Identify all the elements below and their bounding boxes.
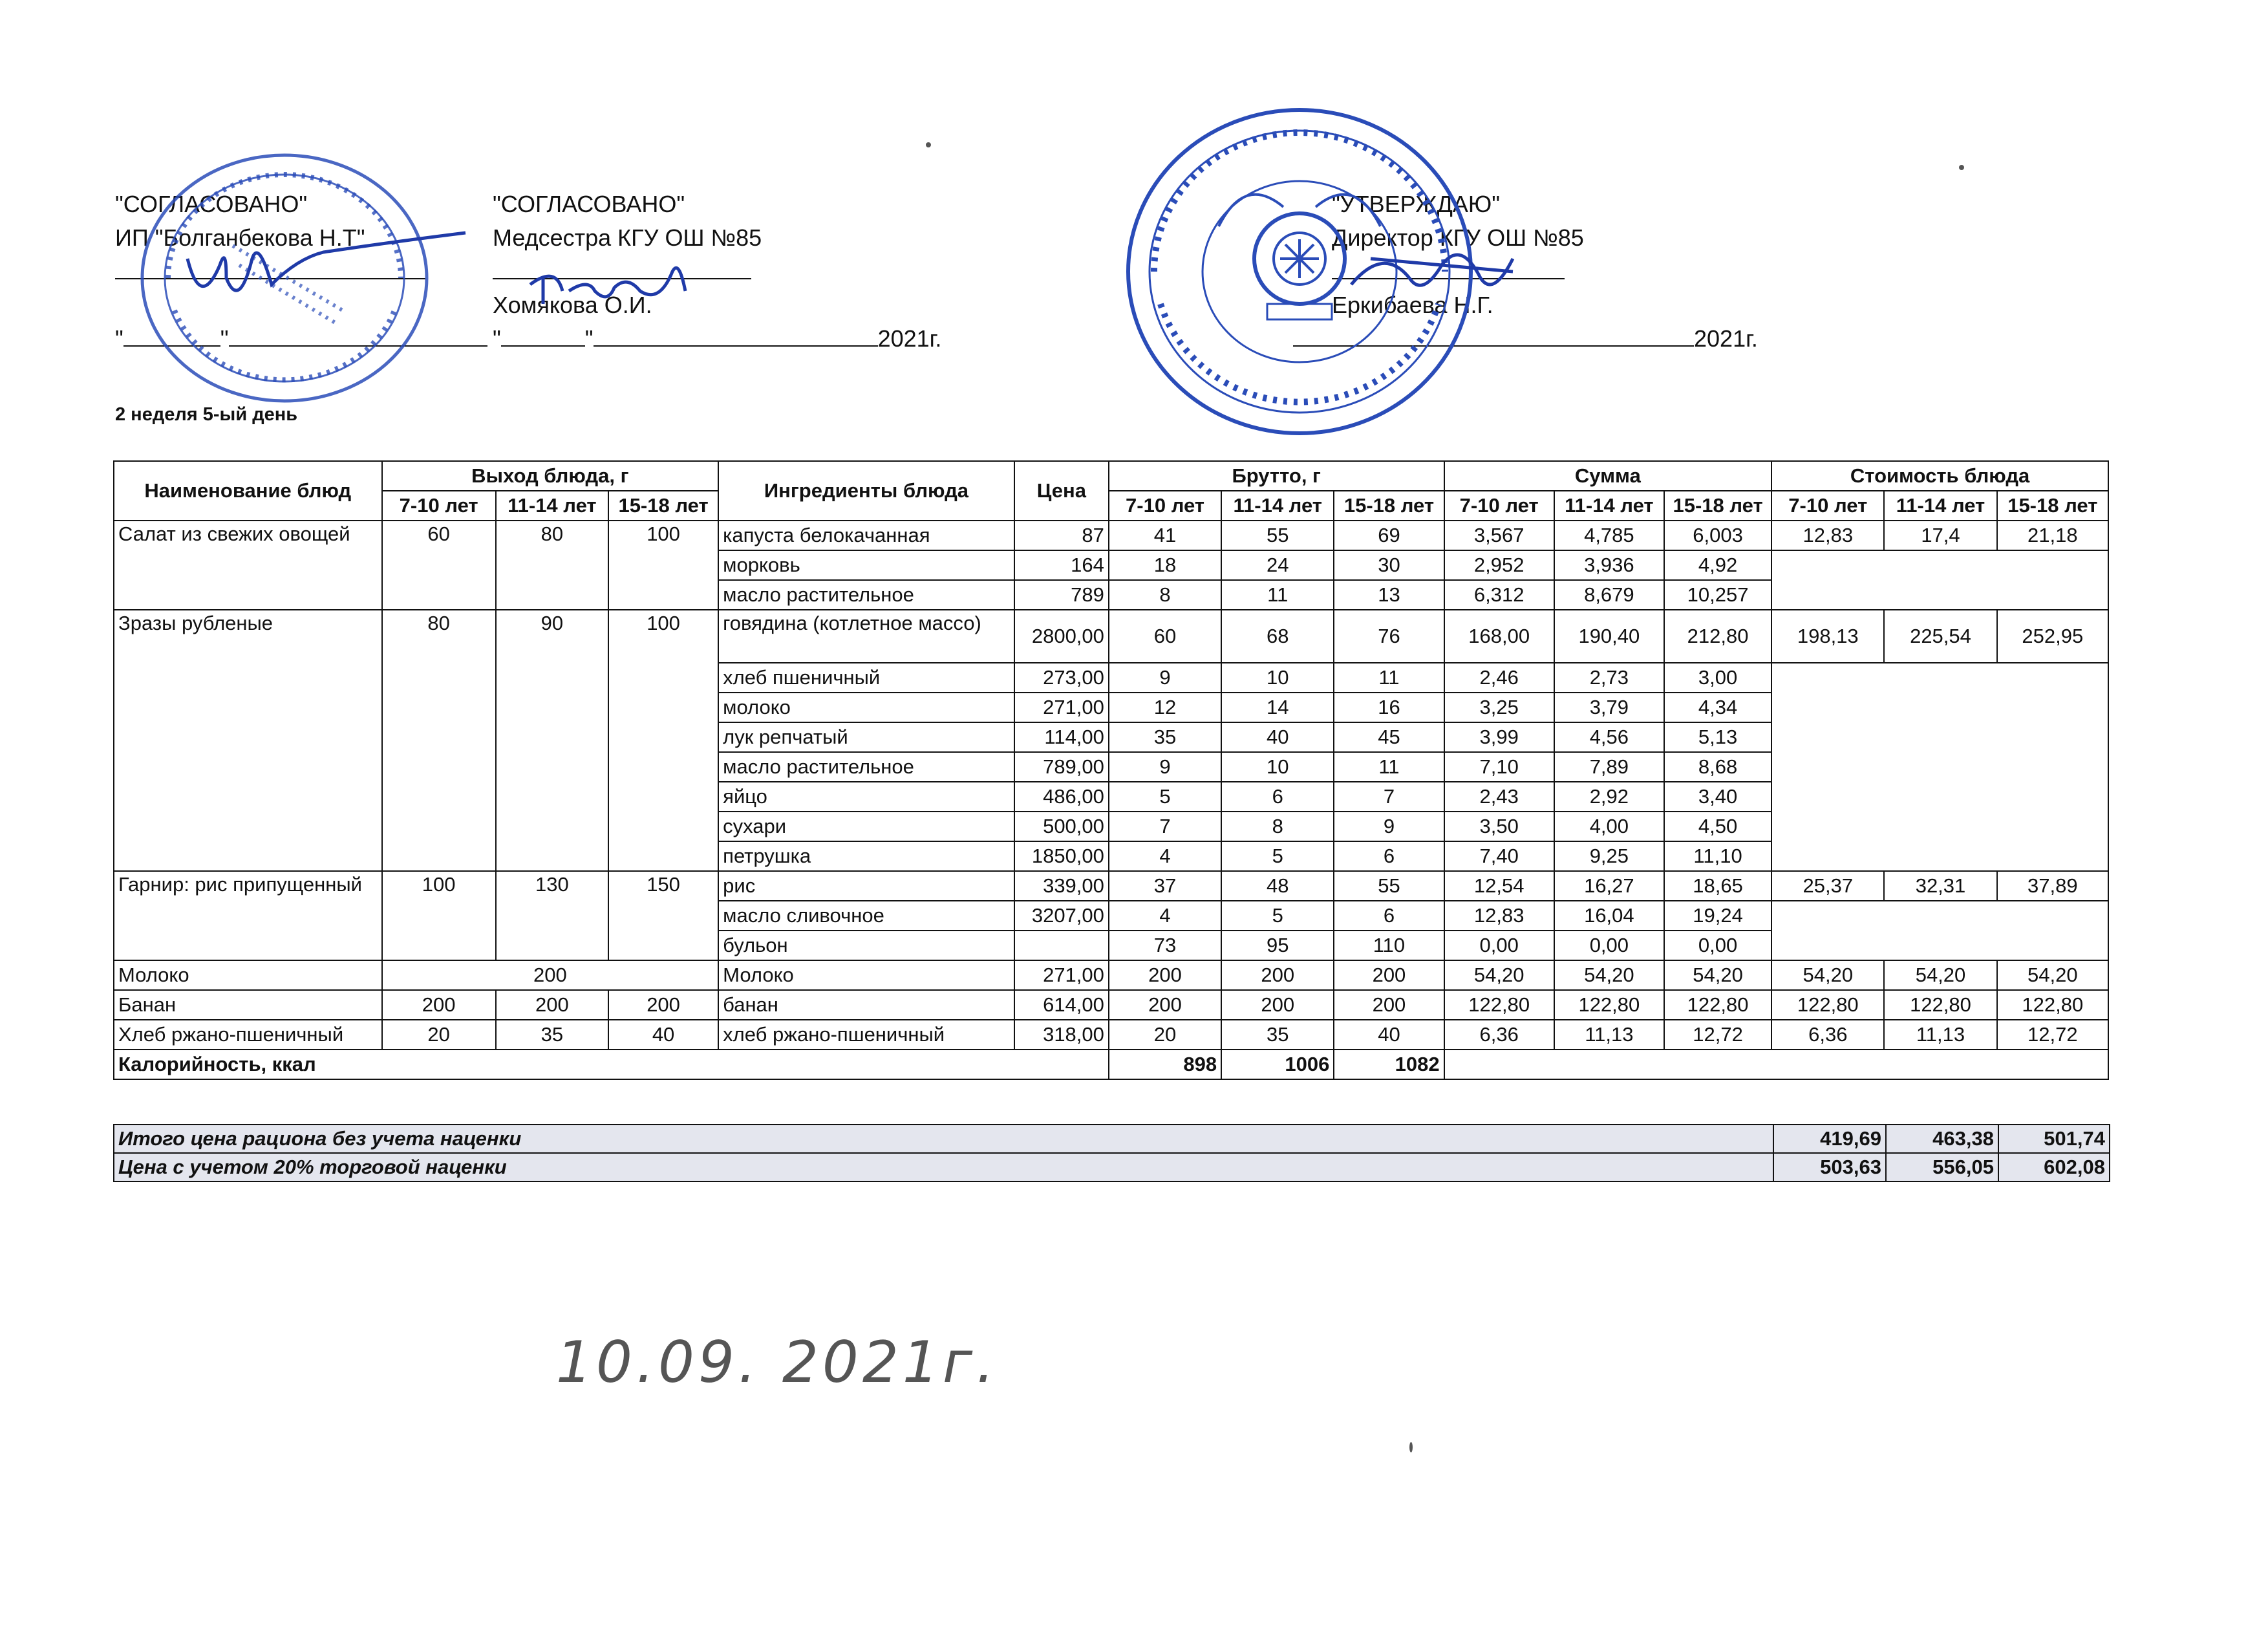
gross-weight: 55 <box>1221 521 1334 550</box>
dish-output: 100 <box>608 521 718 610</box>
dish-output: 130 <box>496 871 608 960</box>
ingredient-sum: 0,00 <box>1554 931 1664 960</box>
ingredient-name: петрушка <box>718 841 1014 871</box>
age-header: 15-18 лет <box>1664 491 1771 521</box>
ingredient-sum: 7,40 <box>1444 841 1554 871</box>
ingredient-sum: 54,20 <box>1554 960 1664 990</box>
ingredient-sum: 12,83 <box>1444 901 1554 931</box>
dish-name: Банан <box>114 990 382 1020</box>
approval-org: Директор КГУ ОШ №85 <box>1332 224 1584 251</box>
total-value: 419,69 <box>1773 1125 1886 1153</box>
week-day-label: 2 неделя 5-ый день <box>115 404 298 425</box>
ingredient-sum: 4,00 <box>1554 812 1664 841</box>
ingredient-name: банан <box>718 990 1014 1020</box>
dish-output: 200 <box>496 990 608 1020</box>
signature-1 <box>129 220 491 310</box>
ingredient-sum: 19,24 <box>1664 901 1771 931</box>
ingredient-sum: 3,99 <box>1444 722 1554 752</box>
age-header: 11-14 лет <box>1554 491 1664 521</box>
gross-weight: 11 <box>1334 663 1444 693</box>
dish-cost: 122,80 <box>1771 990 1884 1020</box>
speck <box>1409 1442 1413 1452</box>
ingredient-price: 87 <box>1014 521 1109 550</box>
total-label: Итого цена рациона без учета наценки <box>114 1125 1773 1153</box>
ingredient-sum: 8,679 <box>1554 580 1664 610</box>
ingredient-sum: 9,25 <box>1554 841 1664 871</box>
ingredient-price: 1850,00 <box>1014 841 1109 871</box>
gross-weight: 200 <box>1334 960 1444 990</box>
total-row <box>114 1125 2110 1153</box>
ingredient-price: 339,00 <box>1014 871 1109 901</box>
gross-weight: 16 <box>1334 693 1444 722</box>
dish-output: 100 <box>382 871 496 960</box>
gross-weight: 6 <box>1334 901 1444 931</box>
gross-weight: 9 <box>1109 663 1221 693</box>
ingredient-name: яйцо <box>718 782 1014 812</box>
gross-weight: 37 <box>1109 871 1221 901</box>
ingredient-sum: 3,25 <box>1444 693 1554 722</box>
ingredient-sum: 4,50 <box>1664 812 1771 841</box>
age-header: 11-14 лет <box>496 491 608 521</box>
gross-weight: 11 <box>1221 580 1334 610</box>
ingredient-sum: 0,00 <box>1444 931 1554 960</box>
ingredient-sum: 11,10 <box>1664 841 1771 871</box>
calories-value: 898 <box>1109 1050 1221 1079</box>
dish-cost: 225,54 <box>1884 610 1996 663</box>
total-value: 501,74 <box>1998 1125 2110 1153</box>
ingredient-sum: 3,00 <box>1664 663 1771 693</box>
dish-output: 200 <box>382 960 719 990</box>
gross-weight: 41 <box>1109 521 1221 550</box>
dish-cost: 37,89 <box>1997 871 2108 901</box>
dish-cost: 25,37 <box>1771 871 1884 901</box>
ingredient-name: масло сливочное <box>718 901 1014 931</box>
gross-weight: 4 <box>1109 901 1221 931</box>
dish-cost: 32,31 <box>1884 871 1996 901</box>
dish-cost: 17,4 <box>1884 521 1996 550</box>
header-sum: Сумма <box>1444 461 1772 491</box>
empty-cost-cell <box>1771 901 2108 960</box>
ingredient-sum: 6,003 <box>1664 521 1771 550</box>
ingredient-sum: 3,567 <box>1444 521 1554 550</box>
ingredient-sum: 168,00 <box>1444 610 1554 663</box>
gross-weight: 200 <box>1221 990 1334 1020</box>
dish-output: 90 <box>496 610 608 871</box>
totals-table <box>113 1124 2110 1182</box>
ingredient-sum: 16,04 <box>1554 901 1664 931</box>
header-output: Выход блюда, г <box>382 461 719 491</box>
ingredient-sum: 6,312 <box>1444 580 1554 610</box>
ingredient-price <box>1014 931 1109 960</box>
total-value: 602,08 <box>1998 1153 2110 1181</box>
dish-name: Молоко <box>114 960 382 990</box>
gross-weight: 60 <box>1109 610 1221 663</box>
gross-weight: 5 <box>1109 782 1221 812</box>
dish-output: 150 <box>608 871 718 960</box>
ingredient-sum: 2,73 <box>1554 663 1664 693</box>
calories-value: 1006 <box>1221 1050 1334 1079</box>
gross-weight: 13 <box>1334 580 1444 610</box>
ingredient-name: масло растительное <box>718 580 1014 610</box>
ingredient-name: капуста белокачанная <box>718 521 1014 550</box>
approver-name: Хомякова О.И. <box>493 292 652 318</box>
ingredient-sum: 4,92 <box>1664 550 1771 580</box>
menu-body <box>114 521 2108 1079</box>
ingredient-sum: 122,80 <box>1664 990 1771 1020</box>
ingredient-price: 164 <box>1014 550 1109 580</box>
ingredient-sum: 12,54 <box>1444 871 1554 901</box>
dish-cost: 12,72 <box>1997 1020 2108 1050</box>
ingredient-sum: 4,785 <box>1554 521 1664 550</box>
age-header: 15-18 лет <box>608 491 718 521</box>
header-dish: Наименование блюд <box>114 461 382 521</box>
date-line: " " 2021г. <box>493 325 942 352</box>
gross-weight: 14 <box>1221 693 1334 722</box>
gross-weight: 7 <box>1109 812 1221 841</box>
header-price: Цена <box>1014 461 1109 521</box>
table-row <box>114 960 2108 990</box>
age-header: 7-10 лет <box>1771 491 1884 521</box>
dish-name: Хлеб ржано-пшеничный <box>114 1020 382 1050</box>
ingredient-price: 271,00 <box>1014 693 1109 722</box>
date-line: " " <box>115 322 487 356</box>
ingredient-price: 114,00 <box>1014 722 1109 752</box>
table-row <box>114 610 2108 663</box>
dish-output: 80 <box>496 521 608 610</box>
signature-3 <box>1332 233 1526 310</box>
dish-cost: 6,36 <box>1771 1020 1884 1050</box>
dish-cost: 122,80 <box>1884 990 1996 1020</box>
ingredient-sum: 54,20 <box>1444 960 1554 990</box>
approver-name: Еркибаева Н.Г. <box>1332 292 1493 318</box>
gross-weight: 10 <box>1221 663 1334 693</box>
table-row <box>114 1020 2108 1050</box>
gross-weight: 40 <box>1221 722 1334 752</box>
ingredient-name: хлеб пшеничный <box>718 663 1014 693</box>
dish-cost: 11,13 <box>1884 1020 1996 1050</box>
ingredient-price: 500,00 <box>1014 812 1109 841</box>
age-header: 15-18 лет <box>1997 491 2108 521</box>
dish-name: Зразы рубленые <box>114 610 382 871</box>
gross-weight: 8 <box>1109 580 1221 610</box>
gross-weight: 69 <box>1334 521 1444 550</box>
table-row <box>114 871 2108 901</box>
gross-weight: 6 <box>1334 841 1444 871</box>
table-row <box>114 990 2108 1020</box>
gross-weight: 35 <box>1109 722 1221 752</box>
gross-weight: 9 <box>1334 812 1444 841</box>
dish-cost: 122,80 <box>1997 990 2108 1020</box>
ingredient-price: 789,00 <box>1014 752 1109 782</box>
approval-org: Медсестра КГУ ОШ №85 <box>493 224 762 251</box>
gross-weight: 5 <box>1221 841 1334 871</box>
dish-output: 35 <box>496 1020 608 1050</box>
header-cost: Стоимость блюда <box>1771 461 2108 491</box>
ingredient-sum: 3,40 <box>1664 782 1771 812</box>
speck <box>926 142 931 147</box>
age-header: 7-10 лет <box>1109 491 1221 521</box>
dish-name: Гарнир: рис припущенный <box>114 871 382 960</box>
age-header: 7-10 лет <box>1444 491 1554 521</box>
gross-weight: 200 <box>1221 960 1334 990</box>
ingredient-name: хлеб ржано-пшеничный <box>718 1020 1014 1050</box>
header-gross: Брутто, г <box>1109 461 1444 491</box>
age-header: 7-10 лет <box>382 491 496 521</box>
ingredient-price: 614,00 <box>1014 990 1109 1020</box>
ingredient-name: сухари <box>718 812 1014 841</box>
ingredient-sum: 2,92 <box>1554 782 1664 812</box>
ingredient-sum: 212,80 <box>1664 610 1771 663</box>
ingredient-sum: 7,89 <box>1554 752 1664 782</box>
menu-table <box>113 460 2109 1080</box>
ingredient-sum: 2,952 <box>1444 550 1554 580</box>
dish-output: 60 <box>382 521 496 610</box>
gross-weight: 200 <box>1109 990 1221 1020</box>
ingredient-sum: 7,10 <box>1444 752 1554 782</box>
empty-cost-cell <box>1771 550 2108 610</box>
ingredient-price: 271,00 <box>1014 960 1109 990</box>
ingredient-sum: 4,56 <box>1554 722 1664 752</box>
gross-weight: 68 <box>1221 610 1334 663</box>
ingredient-price: 486,00 <box>1014 782 1109 812</box>
ingredient-sum: 3,50 <box>1444 812 1554 841</box>
total-value: 503,63 <box>1773 1153 1886 1181</box>
gross-weight: 24 <box>1221 550 1334 580</box>
ingredient-sum: 16,27 <box>1554 871 1664 901</box>
dish-cost: 252,95 <box>1997 610 2108 663</box>
gross-weight: 4 <box>1109 841 1221 871</box>
ingredient-sum: 122,80 <box>1554 990 1664 1020</box>
ingredient-sum: 11,13 <box>1554 1020 1664 1050</box>
gross-weight: 5 <box>1221 901 1334 931</box>
ingredient-price: 3207,00 <box>1014 901 1109 931</box>
ingredient-sum: 8,68 <box>1664 752 1771 782</box>
ingredient-sum: 122,80 <box>1444 990 1554 1020</box>
empty-cost-cell <box>1771 663 2108 871</box>
dish-output: 200 <box>608 990 718 1020</box>
dish-output: 100 <box>608 610 718 871</box>
age-header: 11-14 лет <box>1884 491 1996 521</box>
dish-cost: 12,83 <box>1771 521 1884 550</box>
ingredient-sum: 2,46 <box>1444 663 1554 693</box>
gross-weight: 40 <box>1334 1020 1444 1050</box>
age-header: 15-18 лет <box>1334 491 1444 521</box>
ingredient-sum: 3,79 <box>1554 693 1664 722</box>
ingredient-sum: 54,20 <box>1664 960 1771 990</box>
gross-weight: 30 <box>1334 550 1444 580</box>
ingredient-sum: 12,72 <box>1664 1020 1771 1050</box>
ingredient-sum: 18,65 <box>1664 871 1771 901</box>
gross-weight: 55 <box>1334 871 1444 901</box>
gross-weight: 200 <box>1109 960 1221 990</box>
ingredient-sum: 10,257 <box>1664 580 1771 610</box>
gross-weight: 8 <box>1221 812 1334 841</box>
ingredient-sum: 5,13 <box>1664 722 1771 752</box>
ingredient-name: бульон <box>718 931 1014 960</box>
calories-value: 1082 <box>1334 1050 1444 1079</box>
table-row <box>114 521 2108 550</box>
date-line: 2021г. <box>1332 322 1758 356</box>
ingredient-sum: 0,00 <box>1664 931 1771 960</box>
ingredient-sum: 6,36 <box>1444 1020 1554 1050</box>
dish-output: 40 <box>608 1020 718 1050</box>
ingredient-name: морковь <box>718 550 1014 580</box>
ingredient-sum: 2,43 <box>1444 782 1554 812</box>
ingredient-price: 789 <box>1014 580 1109 610</box>
dish-name: Салат из свежих овощей <box>114 521 382 610</box>
dish-cost: 21,18 <box>1997 521 2108 550</box>
ingredient-name: молоко <box>718 693 1014 722</box>
approval-title: "СОГЛАСОВАНО" <box>493 191 685 217</box>
total-row <box>114 1153 2110 1181</box>
signature-2 <box>517 252 724 317</box>
gross-weight: 12 <box>1109 693 1221 722</box>
gross-weight: 18 <box>1109 550 1221 580</box>
approval-title: "СОГЛАСОВАНО" <box>115 191 308 217</box>
gross-weight: 200 <box>1334 990 1444 1020</box>
handwritten-date: 10.09. 2021г. <box>556 1329 999 1396</box>
gross-weight: 95 <box>1221 931 1334 960</box>
dish-cost: 198,13 <box>1771 610 1884 663</box>
gross-weight: 48 <box>1221 871 1334 901</box>
ingredient-name: масло растительное <box>718 752 1014 782</box>
gross-weight: 20 <box>1109 1020 1221 1050</box>
ingredient-name: рис <box>718 871 1014 901</box>
gross-weight: 9 <box>1109 752 1221 782</box>
gross-weight: 7 <box>1334 782 1444 812</box>
dish-cost: 54,20 <box>1771 960 1884 990</box>
calories-row <box>114 1050 2108 1079</box>
ingredient-name: лук репчатый <box>718 722 1014 752</box>
total-value: 556,05 <box>1886 1153 1998 1181</box>
total-value: 463,38 <box>1886 1125 1998 1153</box>
gross-weight: 10 <box>1221 752 1334 782</box>
calories-empty <box>1444 1050 2108 1079</box>
approval-org: ИП "Болганбекова Н.Т" <box>115 224 365 251</box>
age-header: 11-14 лет <box>1221 491 1334 521</box>
calories-label: Калорийность, ккал <box>114 1050 1109 1079</box>
total-label: Цена с учетом 20% торговой наценки <box>114 1153 1773 1181</box>
dish-output: 20 <box>382 1020 496 1050</box>
ingredient-price: 273,00 <box>1014 663 1109 693</box>
ingredient-sum: 3,936 <box>1554 550 1664 580</box>
header-ingredients: Ингредиенты блюда <box>718 461 1014 521</box>
gross-weight: 110 <box>1334 931 1444 960</box>
gross-weight: 6 <box>1221 782 1334 812</box>
gross-weight: 45 <box>1334 722 1444 752</box>
ingredient-price: 2800,00 <box>1014 610 1109 663</box>
speck <box>1959 165 1964 170</box>
dish-cost: 54,20 <box>1997 960 2108 990</box>
ingredient-sum: 190,40 <box>1554 610 1664 663</box>
dish-cost: 54,20 <box>1884 960 1996 990</box>
ingredient-name: Молоко <box>718 960 1014 990</box>
gross-weight: 35 <box>1221 1020 1334 1050</box>
approval-title: "УТВЕРЖДАЮ" <box>1332 191 1501 217</box>
gross-weight: 73 <box>1109 931 1221 960</box>
dish-output: 80 <box>382 610 496 871</box>
gross-weight: 11 <box>1334 752 1444 782</box>
dish-output: 200 <box>382 990 496 1020</box>
gross-weight: 76 <box>1334 610 1444 663</box>
ingredient-sum: 4,34 <box>1664 693 1771 722</box>
ingredient-name: говядина (котлетное массо) <box>718 610 1014 663</box>
ingredient-price: 318,00 <box>1014 1020 1109 1050</box>
